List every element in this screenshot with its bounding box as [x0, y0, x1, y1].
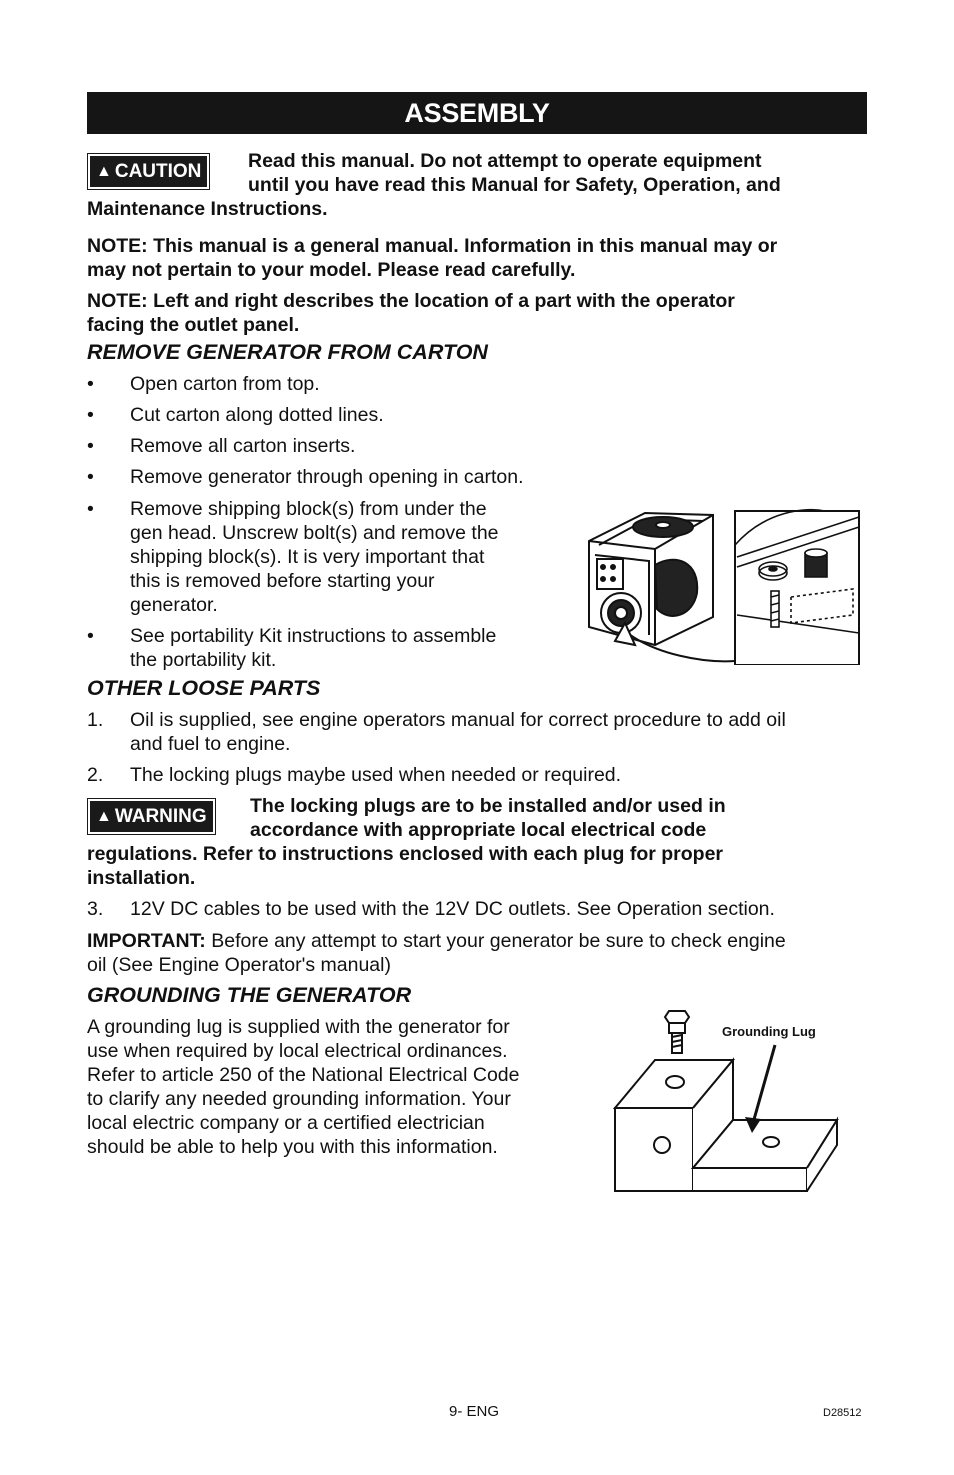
list-item: • Open carton from top. — [87, 373, 320, 395]
warning-text-line4: installation. — [87, 867, 196, 889]
section-heading-remove: REMOVE GENERATOR FROM CARTON — [87, 340, 488, 364]
document-code: D28512 — [823, 1407, 862, 1419]
note2-line2: facing the outlet panel. — [87, 314, 300, 336]
note2-line1: NOTE: Left and right describes the location of a part with the operator — [87, 290, 735, 312]
warning-text-line2: accordance with appropriate local electrical code — [250, 819, 707, 841]
shipping-block-illustration — [585, 505, 863, 665]
caution-badge — [88, 154, 209, 189]
list-item: • Remove all carton inserts. — [87, 435, 356, 457]
important-note-line1: IMPORTANT: Before any attempt to start your generator be sure to check engine — [87, 930, 786, 952]
note1-line2: may not pertain to your model. Please read carefully. — [87, 259, 576, 281]
list-item-shipping-block: • Remove shipping block(s) from under the gen head. Unscrew bolt(s) and remove the shipping block(s). It is very important that this is removed before starting your generator. — [87, 498, 499, 616]
grounding-text-line6: should be able to help you with this information. — [87, 1136, 498, 1158]
grounding-text-line5: local electric company or a certified electrician — [87, 1112, 485, 1134]
list-item: 1. Oil is supplied, see engine operators manual for correct procedure to add oil and fuel to engine. — [87, 709, 786, 755]
section-heading-loose-parts: OTHER LOOSE PARTS — [87, 676, 321, 700]
list-item: 3. 12V DC cables to be used with the 12V DC outlets. See Operation section. — [87, 898, 775, 920]
warning-triangle-icon: ▲ — [96, 808, 112, 825]
warning-label: WARNING — [114, 806, 207, 827]
note1-line1: NOTE: This manual is a general manual. Information in this manual may or — [87, 235, 778, 257]
caution-text-line2: until you have read this Manual for Safety, Operation, and — [248, 174, 781, 196]
grounding-text-line3: Refer to article 250 of the National Electrical Code — [87, 1064, 520, 1086]
caution-text-line1: Read this manual. Do not attempt to operate equipment — [248, 150, 762, 172]
warning-text-line1: The locking plugs are to be installed and/or used in — [250, 795, 726, 817]
grounding-text-line4: to clarify any needed grounding information. Your — [87, 1088, 511, 1110]
grounding-text-line1: A grounding lug is supplied with the generator for — [87, 1016, 510, 1038]
caution-label: CAUTION — [114, 161, 202, 182]
warning-text-line3: regulations. Refer to instructions enclosed with each plug for proper — [87, 843, 723, 865]
grounding-text-line2: use when required by local electrical ordinances. — [87, 1040, 508, 1062]
warning-triangle-icon: ▲ — [96, 163, 112, 180]
list-item: 2. The locking plugs maybe used when needed or required. — [87, 764, 622, 786]
section-heading-grounding: GROUNDING THE GENERATOR — [87, 983, 412, 1007]
grounding-lug-label: Grounding Lug — [722, 1024, 816, 1039]
list-item: • Cut carton along dotted lines. — [87, 404, 384, 426]
list-item: • Remove generator through opening in carton. — [87, 466, 524, 488]
page-title: ASSEMBLY — [87, 92, 867, 134]
caution-text-line3: Maintenance Instructions. — [87, 198, 328, 220]
list-item-portability-kit: • See portability Kit instructions to assemble the portability kit. — [87, 625, 497, 671]
important-note-line2: oil (See Engine Operator's manual) — [87, 954, 391, 976]
warning-badge — [88, 799, 215, 834]
page-number: 9- ENG — [449, 1403, 500, 1420]
